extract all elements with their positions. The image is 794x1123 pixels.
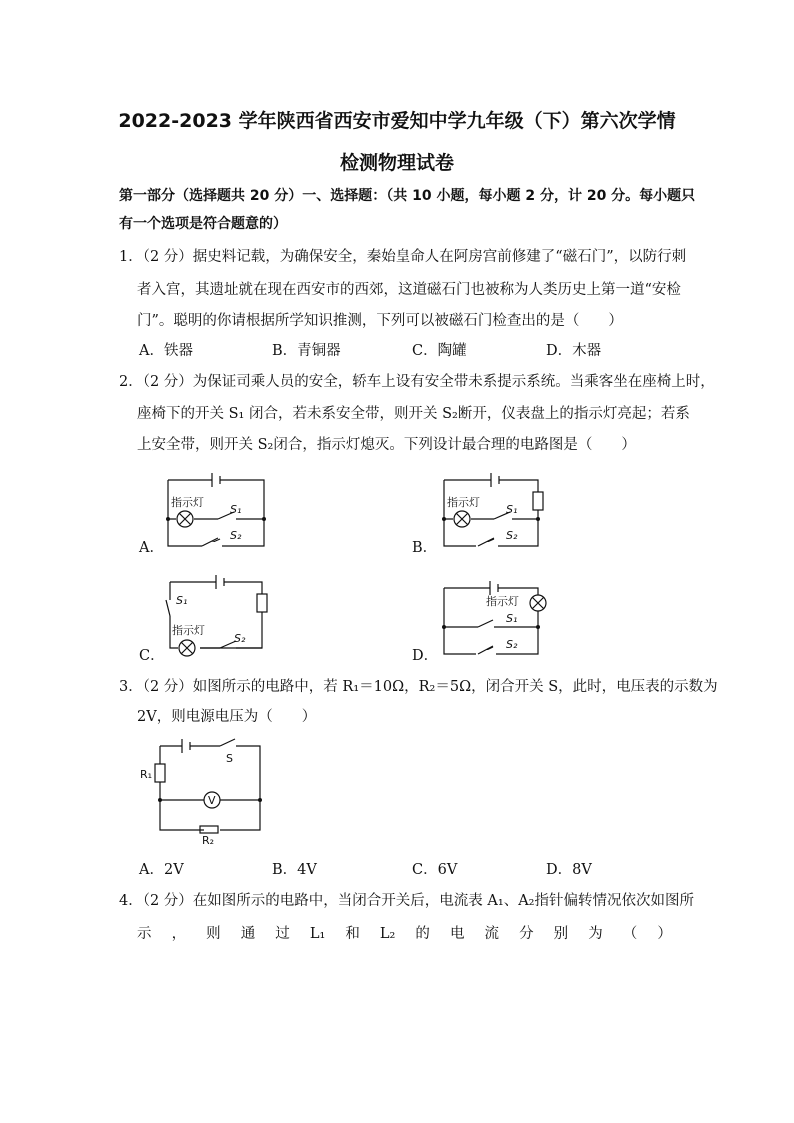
q2-option-d-label[interactable]: D． xyxy=(412,648,439,664)
page-title-line1: 2022-2023 学年陕西省西安市爱知中学九年级（下）第六次学情 xyxy=(118,110,676,132)
q4-word: 示 xyxy=(137,926,152,942)
junction-dot xyxy=(536,517,540,521)
q4-word: 流 xyxy=(484,926,500,942)
q4-word: 别 xyxy=(553,926,569,942)
q4-word: 和 xyxy=(345,926,360,942)
q2-circuit-a xyxy=(160,470,270,552)
junction-dot xyxy=(536,625,540,629)
q2c-s1-label: S₁ xyxy=(176,594,188,607)
q2a-s1-label: S₁ xyxy=(230,503,242,516)
junction-dot xyxy=(262,517,266,521)
q4-word: 电 xyxy=(449,926,465,942)
q4-word: L₁ xyxy=(309,926,326,942)
q1-option-a[interactable]: A．铁器 xyxy=(139,343,193,359)
q2-circuit-b xyxy=(436,470,548,552)
q4-word: 为 xyxy=(588,926,603,942)
q4-word: ） xyxy=(657,926,672,942)
q2-circuit-d xyxy=(436,574,548,660)
page-title-line2: 检测物理试卷 xyxy=(339,152,454,174)
q2b-lamp-label: 指示灯 xyxy=(447,496,480,509)
q4-word: 通 xyxy=(240,926,256,942)
q2-option-b-label[interactable]: B． xyxy=(412,540,438,556)
q4-word: 则 xyxy=(206,926,221,942)
q1-line3: 门”。聪明的你请根据所学知识推测，下列可以被磁石门检查出的是（ ） xyxy=(137,313,623,329)
q3-option-c[interactable]: C．6V xyxy=(412,862,458,878)
q3-option-d[interactable]: D．8V xyxy=(546,862,592,878)
q3-option-b[interactable]: B．4V xyxy=(272,862,317,878)
q2-line2: 座椅下的开关 S₁ 闭合，若未系安全带，则开关 S₂断开，仪表盘上的指示灯亮起；若系 xyxy=(137,406,690,422)
q2-circuit-c xyxy=(160,570,272,662)
q2c-lamp-label: 指示灯 xyxy=(172,624,205,637)
junction-dot xyxy=(442,625,446,629)
q4-line2 xyxy=(137,924,672,944)
q2d-s2-label: S₂ xyxy=(506,638,518,651)
junction-dot xyxy=(442,517,446,521)
section-heading-line2: 有一个选项是符合题意的） xyxy=(119,216,287,232)
q2d-s1-label: S₁ xyxy=(506,612,518,625)
q4-word: L₂ xyxy=(379,926,396,942)
q3-line1: 3．（2 分）如图所示的电路中，若 R₁＝10Ω，R₂＝5Ω，闭合开关 S，此时，电压表的示数为 xyxy=(119,679,718,695)
q2-line1: 2．（2 分）为保证司乘人员的安全，轿车上设有安全带未系提示系统。当乘客坐在座椅上时， xyxy=(119,374,715,390)
q2b-s2-label: S₂ xyxy=(506,529,518,542)
q4-word: 的 xyxy=(415,926,430,942)
q4-line1: 4．（2 分）在如图所示的电路中，当闭合开关后，电流表 A₁、A₂指针偏转情况依次如图所 xyxy=(119,893,694,909)
section-heading-line1: 第一部分（选择题共 20 分）一、选择题：（共 10 小题，每小题 2 分，计 20 分。每小题只 xyxy=(119,188,696,204)
q2c-s2-label: S₂ xyxy=(234,632,246,645)
junction-dot xyxy=(158,798,162,802)
voltmeter-label: V xyxy=(208,794,216,807)
q2a-lamp-label: 指示灯 xyxy=(171,496,204,509)
q2-line3: 上安全带，则开关 S₂闭合，指示灯熄灭。下列设计最合理的电路图是（ ） xyxy=(137,437,636,453)
q4-word: （ xyxy=(622,926,638,942)
q4-word: 分 xyxy=(519,926,534,942)
r1-label: R₁ xyxy=(140,768,153,781)
junction-dot xyxy=(166,517,170,521)
q3-option-a[interactable]: A．2V xyxy=(139,862,184,878)
q4-word: ， xyxy=(171,926,187,942)
switch-s-label: S xyxy=(226,752,233,765)
r2-label: R₂ xyxy=(202,834,215,847)
q1-option-c[interactable]: C．陶罐 xyxy=(412,343,467,359)
q1-option-d[interactable]: D．木器 xyxy=(546,343,602,359)
q1-line1: 1．（2 分）据史料记载，为确保安全，秦始皇命人在阿房宫前修建了“磁石门”，以防行刺 xyxy=(119,249,687,265)
junction-dot xyxy=(258,798,262,802)
q2a-s2-label: S₂ xyxy=(230,529,242,542)
q2d-lamp-label: 指示灯 xyxy=(486,595,519,608)
q2-option-c-label[interactable]: C． xyxy=(139,648,165,664)
q1-line2: 者入宫，其遗址就在现在西安市的西郊，这道磁石门也被称为人类历史上第一道“安检 xyxy=(137,282,681,298)
q2b-s1-label: S₁ xyxy=(506,503,518,516)
q3-circuit xyxy=(136,738,270,850)
q4-word: 过 xyxy=(275,926,290,942)
q2-option-a-label[interactable]: A． xyxy=(139,540,164,556)
q3-line2: 2V，则电源电压为（ ） xyxy=(137,709,317,725)
q1-option-b[interactable]: B．青铜器 xyxy=(272,343,341,359)
